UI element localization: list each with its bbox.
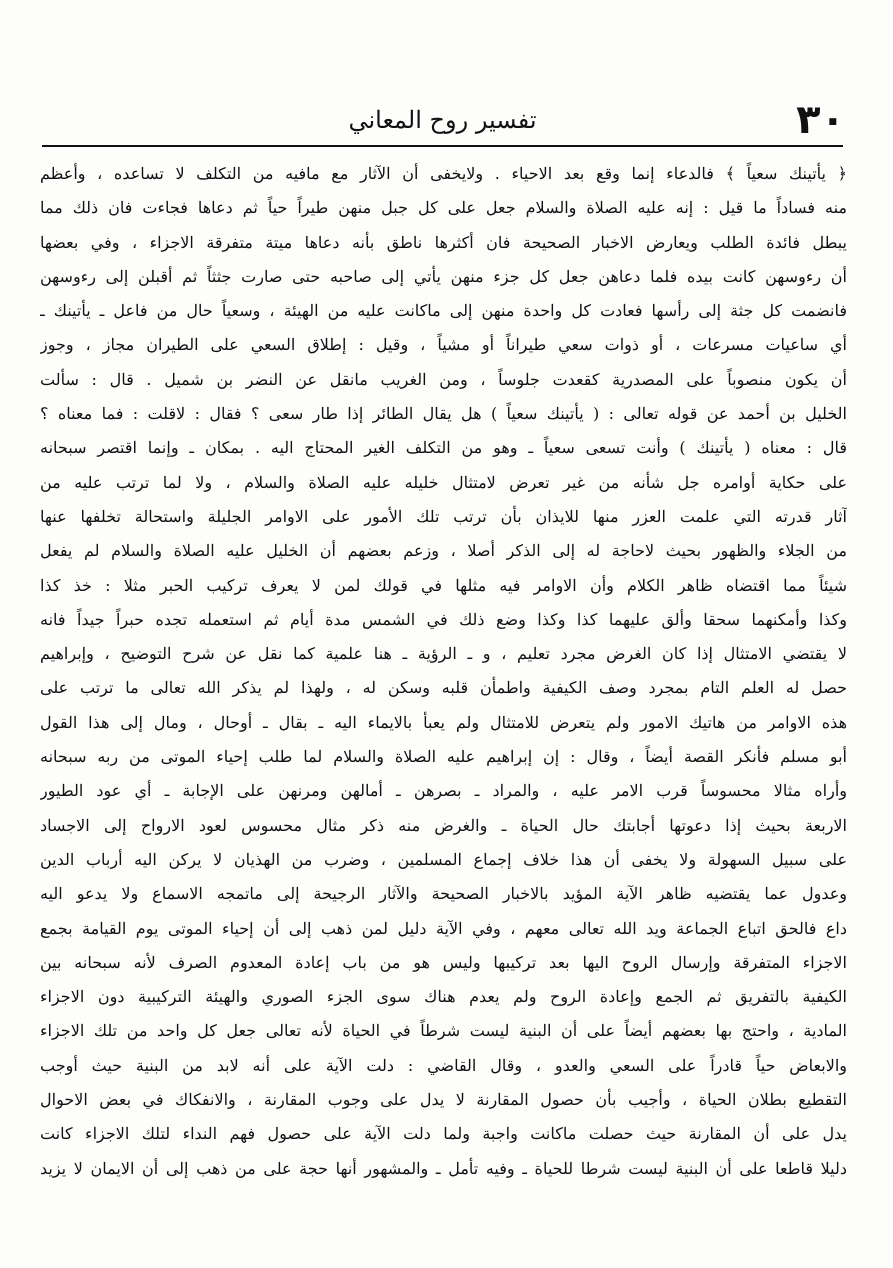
text-line: هذه الاوامر من هاتيك الامور ولم يتعرض للامتثال ولم يعبأ بالايماء اليه ـ بقال ـ أوحال ، ومال إلى هذا القول bbox=[40, 712, 847, 732]
header-rule bbox=[42, 145, 843, 147]
text-line: التقطيع بطلان الحياة ، وأجيب بأن حصول المقارنة لا يدل على وجوب المقارنة ، والانفكاك في بعض الاحوال bbox=[40, 1090, 847, 1110]
text-line: على حكاية أوامره جل شأنه من غير تعرض لامتثال خليله عليه الصلاة والسلام ، ولا لما ترتب عليه من bbox=[40, 472, 847, 492]
text-line: وأراه مثالا محسوساً قرب الامر عليه ، والمراد ـ بصرهن ـ أمالهن ومرنهن على الإجابة ـ أي عود الطيور bbox=[40, 781, 847, 801]
commentary-text bbox=[40, 157, 847, 1186]
text-line: أن رءوسهن كانت بيده فلما دعاهن جعل كل جزء منهن يأتي إلى صاحبه حتى صارت جثثاً ثم أقبلن إلى رءوسهن bbox=[40, 266, 847, 286]
text-line: لا يقتضي الامتثال إذا كان الغرض مجرد تعليم ، و ـ الرؤية ـ هنا علمية كما نقل عن شرح التوضيح ، وإبراهيم bbox=[40, 644, 847, 664]
text-line: الاربعة بحيث إذا دعوتها أجابتك حال الحياة ـ والغرض منه ذكر مثال محسوس لعود الارواح إلى الاجساد bbox=[40, 815, 847, 835]
text-line: قال : معناه ( يأتينك ) وأنت تسعى سعياً ـ وهو من التكلف الغير المحتاج اليه . بمكان ـ وإنما اقتصر سبحانه bbox=[40, 438, 847, 458]
page-number: ٣٠ bbox=[796, 97, 845, 143]
text-line: حصل له العلم التام بمجرد وصف الكيفية واطمأن قلبه وسكن له ، ولهذا لم يذكر الله تعالى ما ترتب على bbox=[40, 678, 847, 698]
book-title: تفسير روح المعاني bbox=[348, 106, 537, 134]
text-line: أن يكون منصوباً على المصدرية كقعدت جلوساً ، ومن الغريب مانقل عن النضر بن شميل . قال : سألت bbox=[40, 369, 847, 389]
text-line: من الجلاء والظهور بحيث لاحاجة له إلى الذكر أصلا ، وزعم بعضهم أن الخليل عليه الصلاة والسلام لم يفعل bbox=[40, 541, 847, 561]
text-line: آثار قدرته التي علمت العزر منها للايذان بأن ترتب تلك الأمور على الاوامر الجليلة واستحالة تخلفها عنها bbox=[40, 506, 847, 526]
text-line: داع فالحق اتباع الجماعة ويد الله تعالى معهم ، وفي الآية دليل لمن ذهب إلى أن إحياء الموتى يوم القيامة بجمع bbox=[40, 918, 847, 938]
text-line: والابعاض حياً قادراً على السعي والعدو ، وقال القاضي : دلت الآية على أنه لابد من البنية حيث أوجب bbox=[40, 1055, 847, 1075]
page-header bbox=[40, 96, 845, 144]
text-line: دليلا قاطعا على أن البنية ليست شرطا للحياة ـ وفيه تأمل ـ والمشهور أنها حجة على من ذهب إلى أن الايمان لا يزيد bbox=[40, 1158, 847, 1178]
text-line: منه فساداً ما قيل : إنه عليه الصلاة والسلام جعل على كل جبل منهن طيراً حياً ثم دعاها فجاءت فان ذلك مما bbox=[40, 198, 847, 218]
text-line: الخليل بن أحمد عن قوله تعالى : ( يأتينك سعياً ) هل يقال الطائر إذا طار سعى ؟ فقال : لاقلت : فما معناه ؟ bbox=[40, 404, 847, 424]
text-line: يدل على أن المقارنة حيث حصلت ماكانت واجبة ولما دلت الآية على حصول فهم النداء لتلك الاجزاء كانت bbox=[40, 1124, 847, 1144]
text-line: أي ساعيات مسرعات ، أو ذوات سعي طيراناً أو مشياً ، وقيل : إطلاق السعي على الطيران مجاز ، وجوز bbox=[40, 335, 847, 355]
text-line: الاجزاء المتفرقة وإرسال الروح اليها بعد تركيبها وليس هو من باب إعادة المعدوم الصرف لأنه سبحانه بين bbox=[40, 952, 847, 972]
text-line: وعدول عما يقتضيه ظاهر الآية المؤيد بالاخبار الصحيحة والآثار الرجيحة إلى ماتمجه الاسماع ولا يدعو اليه bbox=[40, 884, 847, 904]
text-line: يبطل فائدة الطلب ويعارض الاخبار الصحيحة فان أكثرها ناطق بأنه دعاها ميتة متفرقة الاجزاء ، وفي بعضها bbox=[40, 232, 847, 252]
text-line: وكذا وأمكنهما سحقا وألق عليهما كذا وكذا وضع ذلك في الشمس مدة أيام ثم استعمله تجده حبراً جيداً فانه bbox=[40, 609, 847, 629]
text-line: أبو مسلم فأنكر القصة أيضاً ، وقال : إن إبراهيم عليه الصلاة والسلام لما طلب إحياء الموتى من ربه سبحانه bbox=[40, 747, 847, 767]
text-line: ﴿ يأتينك سعياً ﴾ فالدعاء إنما وقع بعد الاحياء . ولايخفى أن الآثار مع مافيه من التكلف لا تساعده ، وأعظم bbox=[40, 164, 847, 183]
text-line: على سبيل السهولة ولا يخفى أن هذا خلاف إجماع المسلمين ، وضرب من الهذيان لا يركن اليه أرباب الدين bbox=[40, 849, 847, 869]
text-line: المادية ، واحتج بها بعضهم أيضاً على أن البنية ليست شرطاً في الحياة لأنه تعالى جعل كل واحد من تلك الاجزاء bbox=[40, 1021, 847, 1041]
text-line: شيئاً مما اقتضاه ظاهر الكلام وأن الاوامر فيه مثلها في قولك لمن لا يعرف تركيب الحبر مثلا : خذ كذا bbox=[40, 575, 847, 595]
text-line: الكيفية بالتفريق ثم الجمع وإعادة الروح ولم يعدم هناك سوى الجزء الصوري والهيئة التركيبية دون الاجزاء bbox=[40, 987, 847, 1007]
text-line: فانضمت كل جثة إلى رأسها فعادت كل واحدة منهن إلى ماكانت عليه من الهيئة ، وسعياً حال من فاعل ـ يأتينك ـ bbox=[40, 301, 847, 321]
